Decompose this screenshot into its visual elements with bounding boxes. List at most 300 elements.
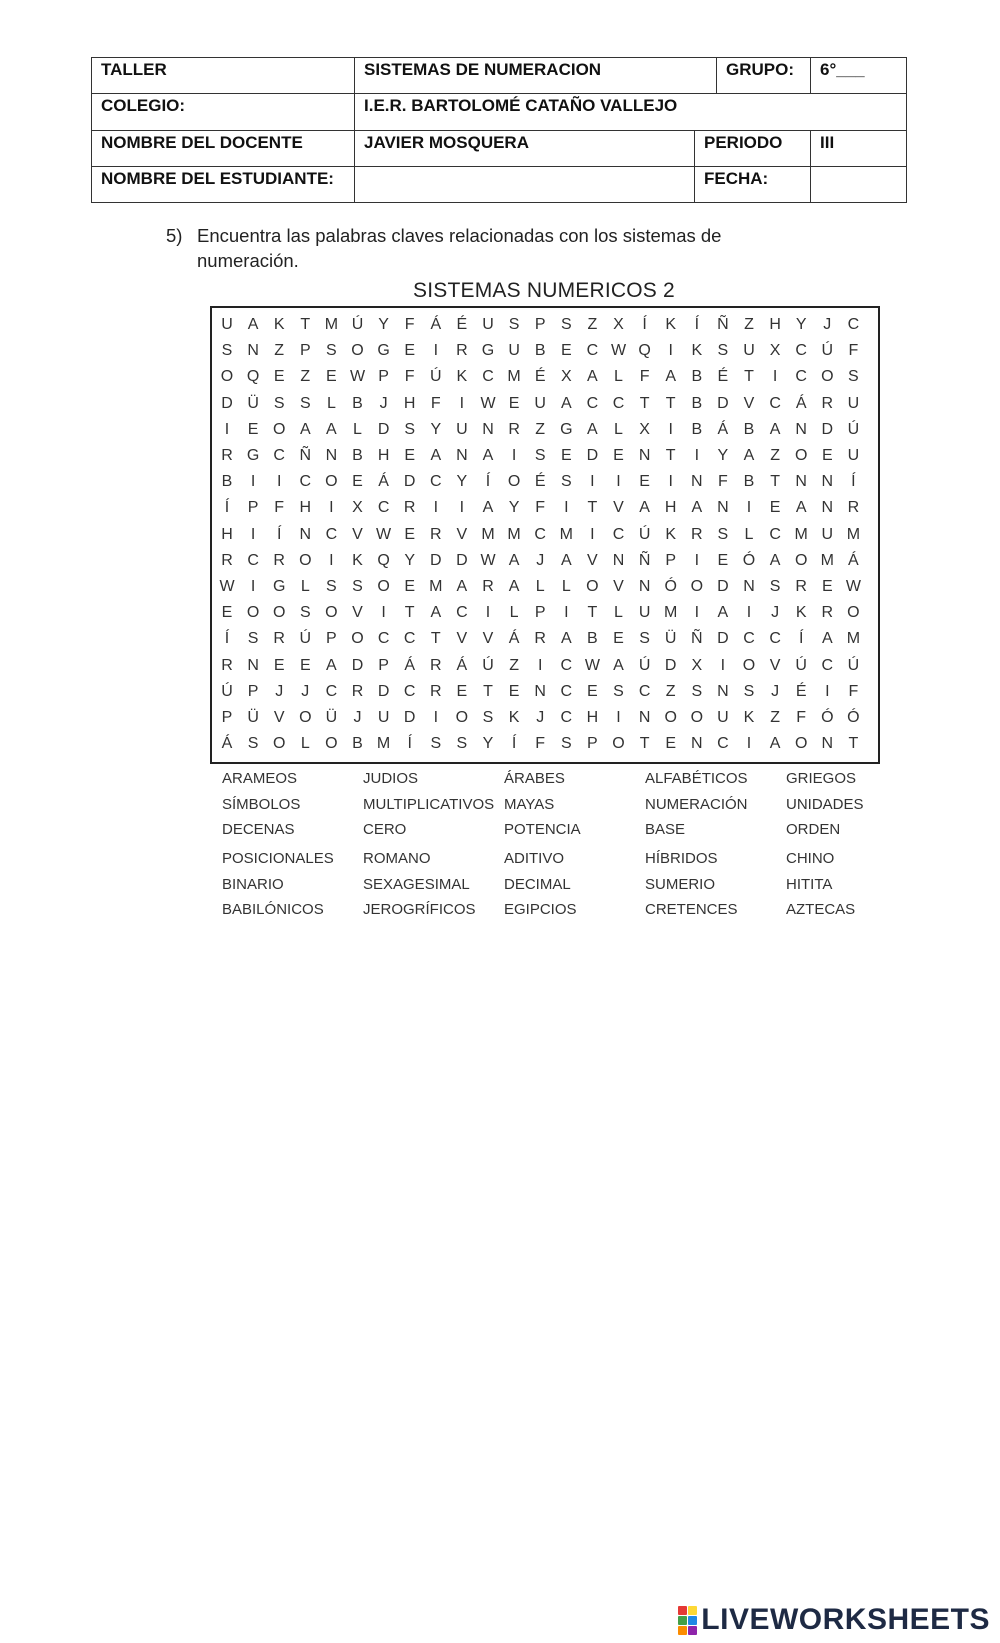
grid-letter[interactable]: S bbox=[430, 735, 442, 753]
grid-letter[interactable]: C bbox=[612, 394, 625, 412]
grid-letter[interactable]: R bbox=[508, 420, 520, 438]
grid-letter[interactable]: O bbox=[272, 604, 286, 622]
grid-letter[interactable]: É bbox=[534, 368, 546, 386]
grid-letter[interactable]: V bbox=[482, 630, 494, 648]
grid-letter[interactable]: G bbox=[481, 342, 495, 360]
grid-letter[interactable]: A bbox=[430, 447, 442, 464]
grid-letter[interactable]: G bbox=[272, 578, 286, 595]
grid-letter[interactable]: B bbox=[691, 368, 703, 386]
grid-letter[interactable]: L bbox=[300, 735, 310, 753]
grid-letter[interactable]: Z bbox=[300, 368, 311, 386]
grid-letter[interactable]: Y bbox=[404, 551, 416, 569]
grid-letter[interactable]: N bbox=[638, 447, 651, 464]
grid-letter[interactable]: C bbox=[377, 499, 390, 517]
grid-letter[interactable]: Á bbox=[221, 735, 233, 753]
grid-letter[interactable]: D bbox=[821, 420, 834, 438]
grid-letter[interactable]: O bbox=[742, 656, 756, 674]
grid-letter[interactable]: R bbox=[430, 682, 442, 700]
grid-letter[interactable]: I bbox=[590, 525, 595, 543]
grid-letter[interactable]: H bbox=[377, 447, 390, 464]
grid-letter[interactable]: A bbox=[769, 551, 781, 569]
grid-letter[interactable]: A bbox=[247, 316, 259, 333]
grid-letter[interactable]: B bbox=[743, 420, 755, 438]
grid-letter[interactable]: É bbox=[456, 316, 468, 333]
grid-letter[interactable]: Í bbox=[642, 316, 647, 333]
grid-letter[interactable]: C bbox=[430, 473, 442, 491]
grid-letter[interactable]: A bbox=[508, 551, 520, 569]
grid-letter[interactable]: N bbox=[821, 499, 834, 517]
grid-letter[interactable]: C bbox=[482, 368, 494, 386]
grid-letter[interactable]: N bbox=[456, 447, 468, 464]
grid-letter[interactable]: E bbox=[508, 682, 520, 700]
grid-letter[interactable]: O bbox=[586, 578, 599, 595]
grid-letter[interactable]: K bbox=[743, 709, 755, 726]
grid-letter[interactable]: Y bbox=[482, 735, 494, 753]
grid-letter[interactable]: W bbox=[480, 394, 496, 412]
grid-letter[interactable]: Ú bbox=[221, 682, 233, 700]
grid-letter[interactable]: Y bbox=[508, 499, 520, 517]
grid-letter[interactable]: I bbox=[694, 447, 700, 464]
grid-letter[interactable]: W bbox=[376, 525, 392, 543]
grid-letter[interactable]: P bbox=[326, 630, 337, 648]
grid-letter[interactable]: N bbox=[247, 656, 259, 674]
grid-letter[interactable]: Ñ bbox=[717, 316, 729, 333]
grid-letter[interactable]: J bbox=[536, 551, 545, 569]
grid-letter[interactable]: L bbox=[300, 578, 310, 595]
grid-letter[interactable]: Z bbox=[665, 682, 676, 700]
grupo-value[interactable]: 6°___ bbox=[811, 58, 907, 94]
grid-letter[interactable]: Ó bbox=[664, 578, 677, 595]
grid-letter[interactable]: C bbox=[299, 473, 312, 491]
grid-letter[interactable]: K bbox=[456, 368, 468, 386]
grid-letter[interactable]: A bbox=[560, 630, 572, 648]
grid-letter[interactable]: I bbox=[276, 473, 282, 491]
grid-letter[interactable]: T bbox=[587, 604, 598, 622]
grid-letter[interactable]: E bbox=[613, 447, 624, 464]
grid-letter[interactable]: A bbox=[326, 656, 337, 674]
grid-letter[interactable]: N bbox=[638, 709, 651, 726]
grid-letter[interactable]: S bbox=[560, 316, 572, 333]
grid-letter[interactable]: S bbox=[221, 342, 233, 360]
grid-letter[interactable]: R bbox=[795, 578, 807, 595]
grid-letter[interactable]: D bbox=[403, 473, 416, 491]
grid-letter[interactable]: E bbox=[769, 499, 781, 517]
grid-letter[interactable]: J bbox=[823, 316, 832, 333]
grid-letter[interactable]: P bbox=[378, 368, 389, 386]
grid-letter[interactable]: Ó bbox=[847, 709, 860, 726]
grid-letter[interactable]: F bbox=[404, 316, 415, 333]
grid-letter[interactable]: U bbox=[221, 316, 233, 333]
grid-letter[interactable]: U bbox=[534, 394, 546, 412]
grid-letter[interactable]: D bbox=[403, 709, 416, 726]
grid-letter[interactable]: N bbox=[299, 525, 312, 543]
grid-letter[interactable]: S bbox=[299, 604, 311, 622]
grid-letter[interactable]: Ñ bbox=[638, 551, 651, 569]
grid-letter[interactable]: O bbox=[821, 368, 834, 386]
grid-letter[interactable]: I bbox=[459, 499, 465, 517]
grid-letter[interactable]: A bbox=[769, 735, 781, 753]
grid-letter[interactable]: I bbox=[668, 473, 673, 491]
grid-letter[interactable]: G bbox=[246, 447, 260, 464]
grid-letter[interactable]: A bbox=[560, 551, 572, 569]
grid-letter[interactable]: Ú bbox=[847, 420, 860, 438]
grid-letter[interactable]: Í bbox=[276, 525, 282, 543]
grid-letter[interactable]: I bbox=[616, 709, 621, 726]
grid-letter[interactable]: C bbox=[612, 525, 625, 543]
grid-letter[interactable]: B bbox=[352, 394, 363, 412]
grid-letter[interactable]: O bbox=[507, 473, 521, 491]
grid-letter[interactable]: J bbox=[379, 394, 388, 412]
grid-letter[interactable]: W bbox=[480, 551, 496, 569]
grid-letter[interactable]: I bbox=[694, 604, 700, 622]
grid-letter[interactable]: C bbox=[743, 630, 755, 648]
grid-letter[interactable]: C bbox=[769, 630, 781, 648]
grid-letter[interactable]: S bbox=[769, 578, 781, 595]
grid-letter[interactable]: S bbox=[456, 735, 468, 753]
grid-letter[interactable]: U bbox=[638, 604, 651, 622]
grid-letter[interactable]: R bbox=[221, 447, 233, 464]
grid-letter[interactable]: Ó bbox=[742, 551, 756, 569]
grid-letter[interactable]: N bbox=[691, 473, 703, 491]
grid-letter[interactable]: A bbox=[587, 420, 598, 438]
grid-letter[interactable]: T bbox=[744, 368, 754, 386]
grid-letter[interactable]: C bbox=[586, 342, 599, 360]
grid-letter[interactable]: U bbox=[847, 394, 860, 412]
grid-letter[interactable]: Z bbox=[509, 656, 519, 674]
grid-letter[interactable]: C bbox=[769, 525, 781, 543]
estudiante-input[interactable] bbox=[355, 166, 695, 202]
grid-letter[interactable]: É bbox=[534, 473, 546, 491]
grid-letter[interactable]: C bbox=[717, 735, 729, 753]
grid-letter[interactable]: T bbox=[639, 735, 650, 753]
grid-letter[interactable]: S bbox=[352, 578, 363, 595]
grid-letter[interactable]: U bbox=[508, 342, 520, 360]
grid-letter[interactable]: O bbox=[377, 578, 390, 595]
grid-letter[interactable]: V bbox=[273, 709, 285, 726]
grid-letter[interactable]: Y bbox=[378, 316, 389, 333]
grid-letter[interactable]: O bbox=[794, 447, 808, 464]
grid-letter[interactable]: I bbox=[746, 735, 752, 753]
grid-letter[interactable]: C bbox=[325, 525, 338, 543]
grid-letter[interactable]: M bbox=[481, 525, 495, 543]
grid-letter[interactable]: C bbox=[377, 630, 390, 648]
grid-letter[interactable]: C bbox=[456, 604, 468, 622]
grid-letter[interactable]: R bbox=[430, 656, 442, 674]
grid-letter[interactable]: E bbox=[560, 447, 572, 464]
grid-letter[interactable]: I bbox=[511, 447, 517, 464]
grid-letter[interactable]: O bbox=[455, 709, 469, 726]
grid-letter[interactable]: O bbox=[794, 551, 808, 569]
grid-letter[interactable]: Á bbox=[456, 656, 468, 674]
grid-letter[interactable]: S bbox=[717, 342, 729, 360]
grid-letter[interactable]: B bbox=[743, 473, 755, 491]
grid-letter[interactable]: S bbox=[639, 630, 650, 648]
grid-letter[interactable]: I bbox=[772, 368, 778, 386]
grid-letter[interactable]: A bbox=[717, 604, 729, 622]
grid-letter[interactable]: E bbox=[665, 735, 677, 753]
grid-letter[interactable]: U bbox=[377, 709, 390, 726]
grid-letter[interactable]: I bbox=[564, 604, 569, 622]
grid-letter[interactable]: A bbox=[326, 420, 337, 438]
grid-letter[interactable]: M bbox=[664, 604, 678, 622]
grid-letter[interactable]: S bbox=[534, 447, 546, 464]
grid-letter[interactable]: X bbox=[639, 420, 650, 438]
grid-letter[interactable]: S bbox=[613, 682, 624, 700]
grid-letter[interactable]: O bbox=[220, 368, 234, 386]
grid-letter[interactable]: H bbox=[403, 394, 416, 412]
grid-letter[interactable]: R bbox=[482, 578, 494, 595]
grid-letter[interactable]: P bbox=[247, 682, 259, 700]
grid-letter[interactable]: U bbox=[847, 447, 860, 464]
grid-letter[interactable]: N bbox=[691, 735, 703, 753]
grid-letter[interactable]: S bbox=[717, 525, 729, 543]
grid-letter[interactable]: N bbox=[795, 473, 807, 491]
grid-letter[interactable]: Á bbox=[430, 316, 442, 333]
grid-letter[interactable]: B bbox=[587, 630, 598, 648]
grid-letter[interactable]: E bbox=[404, 578, 416, 595]
grid-letter[interactable]: M bbox=[429, 578, 443, 595]
grid-letter[interactable]: A bbox=[456, 578, 468, 595]
grid-letter[interactable]: V bbox=[352, 525, 363, 543]
grid-letter[interactable]: É bbox=[717, 368, 729, 386]
grid-letter[interactable]: S bbox=[508, 316, 520, 333]
grid-letter[interactable]: E bbox=[273, 368, 285, 386]
grid-letter[interactable]: V bbox=[613, 499, 624, 517]
grid-letter[interactable]: K bbox=[665, 525, 677, 543]
grid-letter[interactable]: I bbox=[224, 420, 230, 438]
grid-letter[interactable]: Ó bbox=[821, 709, 834, 726]
grid-letter[interactable]: A bbox=[508, 578, 520, 595]
grid-letter[interactable]: Á bbox=[848, 551, 859, 569]
grid-letter[interactable]: Y bbox=[430, 420, 442, 438]
grid-letter[interactable]: E bbox=[560, 342, 572, 360]
grid-letter[interactable]: N bbox=[821, 735, 834, 753]
grid-letter[interactable]: N bbox=[717, 499, 729, 517]
grid-letter[interactable]: E bbox=[821, 578, 833, 595]
grid-letter[interactable]: C bbox=[403, 630, 416, 648]
grid-letter[interactable]: Q bbox=[246, 368, 260, 386]
grid-letter[interactable]: I bbox=[668, 342, 673, 360]
grid-letter[interactable]: D bbox=[586, 447, 599, 464]
grid-letter[interactable]: A bbox=[639, 499, 650, 517]
grid-letter[interactable]: K bbox=[665, 316, 677, 333]
grid-letter[interactable]: A bbox=[665, 368, 677, 386]
grid-letter[interactable]: Z bbox=[274, 342, 285, 360]
grid-letter[interactable]: Í bbox=[798, 630, 804, 648]
grid-letter[interactable]: Q bbox=[377, 551, 390, 569]
grid-letter[interactable]: J bbox=[275, 682, 284, 700]
grid-letter[interactable]: C bbox=[534, 525, 546, 543]
grid-letter[interactable]: F bbox=[848, 682, 859, 700]
grid-letter[interactable]: T bbox=[430, 630, 441, 648]
grid-letter[interactable]: J bbox=[771, 682, 780, 700]
grid-letter[interactable]: I bbox=[616, 473, 621, 491]
grid-letter[interactable]: C bbox=[560, 682, 573, 700]
grid-letter[interactable]: I bbox=[433, 709, 439, 726]
grid-letter[interactable]: I bbox=[329, 499, 334, 517]
grid-letter[interactable]: Y bbox=[795, 316, 807, 333]
grid-letter[interactable]: S bbox=[848, 368, 859, 386]
grid-letter[interactable]: Ú bbox=[821, 342, 834, 360]
grid-letter[interactable]: V bbox=[743, 394, 755, 412]
grid-letter[interactable]: V bbox=[456, 525, 468, 543]
grid-letter[interactable]: M bbox=[846, 630, 861, 648]
grid-letter[interactable]: J bbox=[353, 709, 362, 726]
grid-letter[interactable]: R bbox=[430, 525, 442, 543]
grid-letter[interactable]: R bbox=[847, 499, 860, 517]
grid-letter[interactable]: D bbox=[717, 578, 729, 595]
grid-letter[interactable]: K bbox=[508, 709, 520, 726]
grid-letter[interactable]: U bbox=[821, 525, 834, 543]
grid-letter[interactable]: N bbox=[717, 682, 729, 700]
grid-letter[interactable]: I bbox=[720, 656, 726, 674]
grid-letter[interactable]: O bbox=[325, 735, 338, 753]
grid-letter[interactable]: R bbox=[273, 630, 285, 648]
grid-letter[interactable]: T bbox=[404, 604, 415, 622]
grid-letter[interactable]: A bbox=[769, 420, 781, 438]
grid-letter[interactable]: I bbox=[668, 420, 673, 438]
grid-letter[interactable]: A bbox=[613, 656, 624, 674]
grid-letter[interactable]: S bbox=[404, 420, 416, 438]
grid-letter[interactable]: T bbox=[770, 473, 780, 491]
grid-letter[interactable]: Q bbox=[638, 342, 651, 360]
grid-letter[interactable]: L bbox=[614, 420, 623, 438]
grid-letter[interactable]: Z bbox=[587, 316, 598, 333]
grid-letter[interactable]: L bbox=[353, 420, 362, 438]
grid-letter[interactable]: A bbox=[482, 499, 494, 517]
grid-letter[interactable]: C bbox=[403, 682, 416, 700]
grid-letter[interactable]: O bbox=[325, 473, 338, 491]
grid-letter[interactable]: I bbox=[485, 604, 491, 622]
grid-letter[interactable]: C bbox=[560, 656, 573, 674]
grid-letter[interactable]: I bbox=[590, 473, 595, 491]
grid-letter[interactable]: D bbox=[377, 420, 390, 438]
grid-letter[interactable]: P bbox=[587, 735, 598, 753]
grid-letter[interactable]: B bbox=[352, 735, 363, 753]
grid-letter[interactable]: A bbox=[821, 630, 833, 648]
grid-letter[interactable]: V bbox=[769, 656, 781, 674]
grid-letter[interactable]: Í bbox=[224, 499, 230, 517]
grid-letter[interactable]: O bbox=[847, 604, 860, 622]
grid-letter[interactable]: A bbox=[560, 394, 572, 412]
grid-letter[interactable]: M bbox=[507, 525, 521, 543]
grid-letter[interactable]: R bbox=[221, 551, 233, 569]
grid-letter[interactable]: Ú bbox=[351, 316, 364, 333]
grid-letter[interactable]: S bbox=[482, 709, 494, 726]
grid-letter[interactable]: O bbox=[299, 709, 312, 726]
grid-letter[interactable]: I bbox=[433, 499, 439, 517]
grid-letter[interactable]: U bbox=[456, 420, 468, 438]
grid-letter[interactable]: V bbox=[352, 604, 363, 622]
grid-letter[interactable]: G bbox=[377, 342, 390, 360]
grid-letter[interactable]: H bbox=[221, 525, 233, 543]
grid-letter[interactable]: O bbox=[325, 604, 338, 622]
grid-letter[interactable]: P bbox=[221, 709, 233, 726]
grid-letter[interactable]: N bbox=[247, 342, 259, 360]
grid-letter[interactable]: N bbox=[821, 473, 834, 491]
grid-letter[interactable]: Z bbox=[744, 316, 754, 333]
grid-letter[interactable]: F bbox=[639, 368, 650, 386]
grid-letter[interactable]: N bbox=[482, 420, 494, 438]
grid-letter[interactable]: E bbox=[352, 473, 363, 491]
grid-letter[interactable]: Ú bbox=[847, 656, 860, 674]
grid-letter[interactable]: Í bbox=[851, 473, 856, 491]
grid-letter[interactable]: Ú bbox=[795, 656, 807, 674]
grid-letter[interactable]: Í bbox=[224, 630, 230, 648]
grid-letter[interactable]: I bbox=[329, 551, 334, 569]
grid-letter[interactable]: Z bbox=[770, 709, 780, 726]
grid-letter[interactable]: B bbox=[221, 473, 233, 491]
grid-letter[interactable]: O bbox=[351, 630, 364, 648]
grid-letter[interactable]: N bbox=[612, 551, 625, 569]
grid-letter[interactable]: S bbox=[691, 682, 703, 700]
grid-letter[interactable]: N bbox=[743, 578, 755, 595]
grid-letter[interactable]: I bbox=[694, 551, 700, 569]
grid-letter[interactable]: E bbox=[404, 447, 416, 464]
grid-letter[interactable]: Í bbox=[485, 473, 491, 491]
grid-letter[interactable]: F bbox=[404, 368, 415, 386]
grid-letter[interactable]: X bbox=[769, 342, 781, 360]
grid-letter[interactable]: E bbox=[717, 551, 729, 569]
grid-letter[interactable]: T bbox=[665, 394, 676, 412]
grid-letter[interactable]: N bbox=[638, 578, 651, 595]
grid-letter[interactable]: I bbox=[537, 656, 543, 674]
grid-letter[interactable]: T bbox=[483, 682, 493, 700]
grid-letter[interactable]: N bbox=[795, 420, 807, 438]
grid-letter[interactable]: Í bbox=[407, 735, 412, 753]
grid-letter[interactable]: C bbox=[795, 368, 807, 386]
grid-letter[interactable]: E bbox=[299, 656, 311, 674]
grid-letter[interactable]: I bbox=[746, 604, 752, 622]
grid-letter[interactable]: T bbox=[587, 499, 598, 517]
grid-letter[interactable]: M bbox=[794, 525, 808, 543]
grid-letter[interactable]: Ü bbox=[325, 709, 338, 726]
grid-letter[interactable]: S bbox=[299, 394, 311, 412]
grid-letter[interactable]: B bbox=[352, 447, 363, 464]
grid-letter[interactable]: E bbox=[613, 630, 624, 648]
grid-letter[interactable]: R bbox=[273, 551, 285, 569]
grid-letter[interactable]: D bbox=[377, 682, 390, 700]
grid-letter[interactable]: R bbox=[534, 630, 546, 648]
grid-letter[interactable]: T bbox=[665, 447, 676, 464]
grid-letter[interactable]: C bbox=[638, 682, 651, 700]
grid-letter[interactable]: R bbox=[821, 604, 834, 622]
grid-letter[interactable]: O bbox=[690, 578, 704, 595]
grid-letter[interactable]: E bbox=[273, 656, 285, 674]
grid-letter[interactable]: Á bbox=[717, 420, 729, 438]
grid-letter[interactable]: W bbox=[584, 656, 600, 674]
grid-letter[interactable]: R bbox=[351, 682, 364, 700]
grid-letter[interactable]: M bbox=[376, 735, 391, 753]
grid-letter[interactable]: O bbox=[272, 420, 286, 438]
grid-letter[interactable]: S bbox=[743, 682, 755, 700]
grid-letter[interactable]: U bbox=[743, 342, 755, 360]
grid-letter[interactable]: O bbox=[794, 735, 808, 753]
grid-letter[interactable]: T bbox=[848, 735, 859, 753]
grid-letter[interactable]: F bbox=[535, 735, 546, 753]
grid-letter[interactable]: S bbox=[247, 735, 259, 753]
grid-letter[interactable]: P bbox=[378, 656, 389, 674]
grid-letter[interactable]: A bbox=[482, 447, 494, 464]
fecha-input[interactable] bbox=[811, 166, 907, 202]
grid-letter[interactable]: X bbox=[352, 499, 363, 517]
grid-letter[interactable]: P bbox=[247, 499, 259, 517]
grid-letter[interactable]: M bbox=[324, 316, 339, 333]
grid-letter[interactable]: E bbox=[587, 682, 598, 700]
grid-letter[interactable]: O bbox=[246, 604, 260, 622]
grid-letter[interactable]: I bbox=[250, 525, 256, 543]
grid-letter[interactable]: W bbox=[349, 368, 366, 386]
